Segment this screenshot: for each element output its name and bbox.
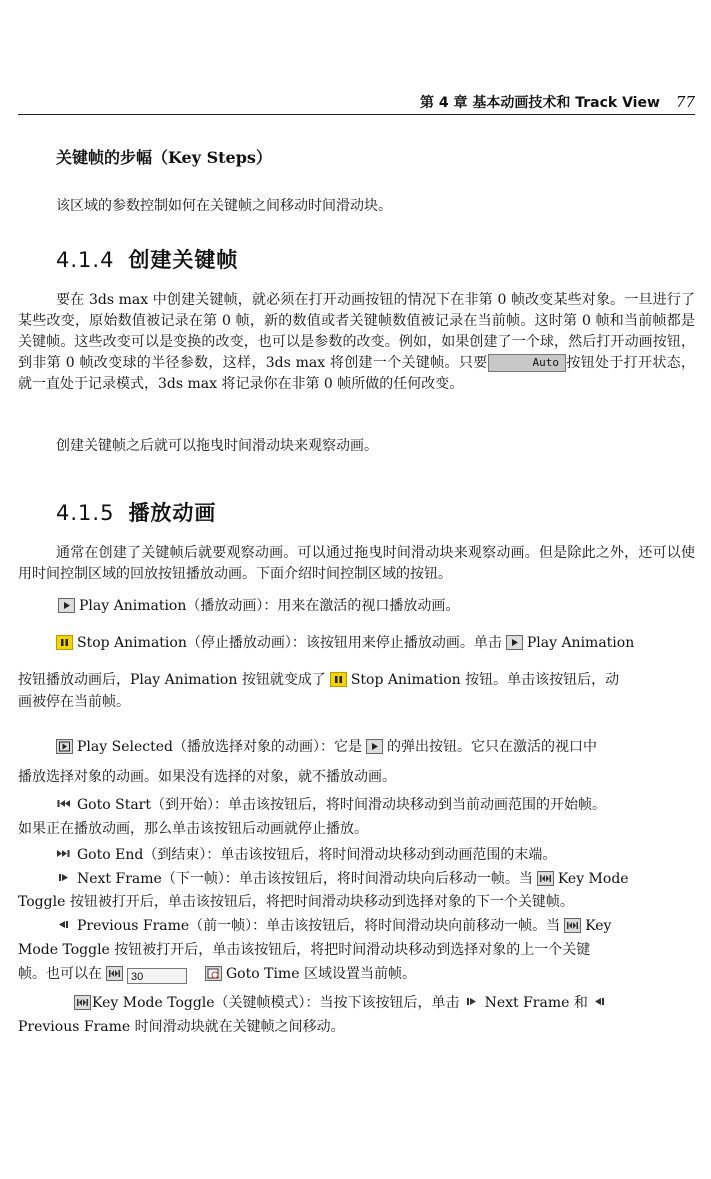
paragraph-drag-slider: 创建关键帧之后就可以拖曳时间滑动块来观察动画。 bbox=[56, 438, 378, 454]
section-number: 4.1.5 bbox=[56, 501, 115, 525]
previous-frame-icon bbox=[56, 918, 73, 933]
goto-start-line bbox=[18, 795, 695, 816]
line-text: Goto End（到结束）：单击该按钮后，将时间滑动块移动到动画范围的末端。 bbox=[77, 847, 557, 863]
line-text: Stop Animation（停止播放动画）：该按钮用来停止播放动画。单击 bbox=[77, 635, 502, 651]
stop-animation-line-3: 画被停在当前帧。 bbox=[18, 694, 130, 710]
previous-frame-line-2: Mode Toggle 按钮被打开后，单击该按钮后，将把时间滑动块移动到选择对象的上一个关键 bbox=[18, 942, 591, 958]
section-title: 播放动画 bbox=[128, 500, 217, 525]
goto-end-line bbox=[18, 845, 695, 866]
stop-animation-icon bbox=[330, 672, 347, 687]
line-text: Next Frame（下一帧）：单击该按钮后，将时间滑动块向后移动一帧。当 bbox=[77, 871, 533, 887]
play-animation-line bbox=[18, 596, 695, 617]
key-steps-heading: 关键帧的步幅（Key Steps） bbox=[56, 148, 272, 167]
line-text: Goto Start（到开始）：单击该按钮后，将时间滑动块移动到当前动画范围的开始帧。 bbox=[77, 797, 606, 813]
auto-button: Auto bbox=[488, 354, 567, 372]
play-animation-icon bbox=[58, 598, 75, 613]
stop-animation-icon bbox=[56, 635, 73, 650]
previous-frame-line bbox=[18, 916, 695, 937]
play-selected-icon bbox=[56, 739, 73, 754]
line-text: 帧。也可以在 bbox=[18, 966, 102, 982]
line-text: 的弹出按钮。它只在激活的视口中 bbox=[386, 739, 597, 755]
play-selected-line-2: 播放选择对象的动画。如果没有选择的对象，就不播放动画。 bbox=[18, 769, 396, 785]
section-number: 4.1.4 bbox=[56, 248, 115, 272]
page-header bbox=[18, 86, 695, 115]
next-frame-icon bbox=[56, 871, 73, 886]
line-text: 按钮播放动画后，Play Animation 按钮就变成了 bbox=[18, 672, 326, 688]
next-frame-line-2: Toggle 按钮被打开后，单击该按钮后，将把时间滑动块移动到选择对象的下一个关键帧。 bbox=[18, 894, 574, 910]
key-mode-toggle-icon bbox=[537, 871, 554, 886]
goto-start-icon bbox=[56, 797, 73, 812]
key-mode-toggle-line-2: Previous Frame 时间滑动块就在关键帧之间移动。 bbox=[18, 1019, 345, 1035]
line-text: Play Animation（播放动画）：用来在激活的视口播放动画。 bbox=[79, 598, 460, 614]
play-animation-icon bbox=[366, 739, 383, 754]
stop-animation-line bbox=[18, 633, 695, 654]
key-steps-text: 该区域的参数控制如何在关键帧之间移动时间滑动块。 bbox=[56, 198, 392, 214]
line-text: Play Animation bbox=[526, 635, 635, 651]
next-frame-icon bbox=[464, 995, 481, 1010]
goto-end-icon bbox=[56, 847, 73, 862]
paragraph-create-keyframe bbox=[18, 290, 695, 395]
previous-frame-icon bbox=[592, 995, 609, 1010]
key-mode-toggle-line bbox=[18, 993, 695, 1014]
goto-time-field: 30 bbox=[127, 968, 187, 984]
time-config-icon bbox=[205, 966, 222, 981]
line-text: Goto Time 区域设置当前帧。 bbox=[226, 966, 416, 982]
line-text: Key bbox=[585, 918, 612, 934]
section-heading-4-1-5 bbox=[56, 497, 216, 527]
play-animation-icon bbox=[506, 635, 523, 650]
goto-start-line-2: 如果正在播放动画，那么单击该按钮后动画就停止播放。 bbox=[18, 821, 368, 837]
line-text: Key Mode Toggle（关键帧模式）：当按下该按钮后，单击 bbox=[92, 995, 460, 1011]
next-frame-line bbox=[18, 869, 695, 890]
key-mode-toggle-icon bbox=[564, 918, 581, 933]
line-text: Play Selected（播放选择对象的动画）：它是 bbox=[77, 739, 362, 755]
section-heading-4-1-4 bbox=[56, 244, 238, 274]
stop-animation-line-2 bbox=[18, 670, 695, 691]
paragraph-text: 按钮处于打开状态，就一直处于记录模式，3ds max 将记录你在非第 0 帧所做的任何改变。 bbox=[18, 355, 696, 392]
key-mode-toggle-icon bbox=[74, 995, 91, 1010]
section-title: 创建关键帧 bbox=[128, 247, 239, 272]
paragraph-play-intro: 通常在创建了关键帧后就要观察动画。可以通过拖曳时间滑动块来观察动画。但是除此之外，还可以使用时间控制区域的回放按钮播放动画。下面介绍时间控制区域的按钮。 bbox=[18, 545, 695, 582]
page-number: 77 bbox=[675, 93, 695, 111]
previous-frame-line-3 bbox=[18, 964, 695, 985]
play-selected-line bbox=[18, 737, 695, 758]
line-text: Key Mode bbox=[557, 871, 629, 887]
chapter-title: 第 4 章 基本动画技术和 Track View bbox=[420, 95, 660, 111]
line-text: Stop Animation 按钮。单击该按钮后，动 bbox=[350, 672, 620, 688]
line-text: Next Frame 和 bbox=[484, 995, 588, 1011]
key-mode-toggle-icon bbox=[106, 966, 123, 981]
paragraph-text: 要在 3ds max 中创建关键帧，就必须在打开动画按钮的情况下在非第 0 帧改变某些对象。一旦进行了某些改变，原始数值被记录在第 0 帧，新的数值或者关键帧数值被记录在当前帧。这时第 0 帧和当前帧都是关键帧。这些改变可以是变换的改变，也可以是参数的改变。例如，如果创建了一个球，然后打开动画按钮，到非第 0 帧改变球的半径参数，这样，3ds max 将创建一个关键帧。只要 bbox=[18, 292, 695, 371]
line-text: Previous Frame（前一帧）：单击该按钮后，将时间滑动块向前移动一帧。当 bbox=[77, 918, 561, 934]
